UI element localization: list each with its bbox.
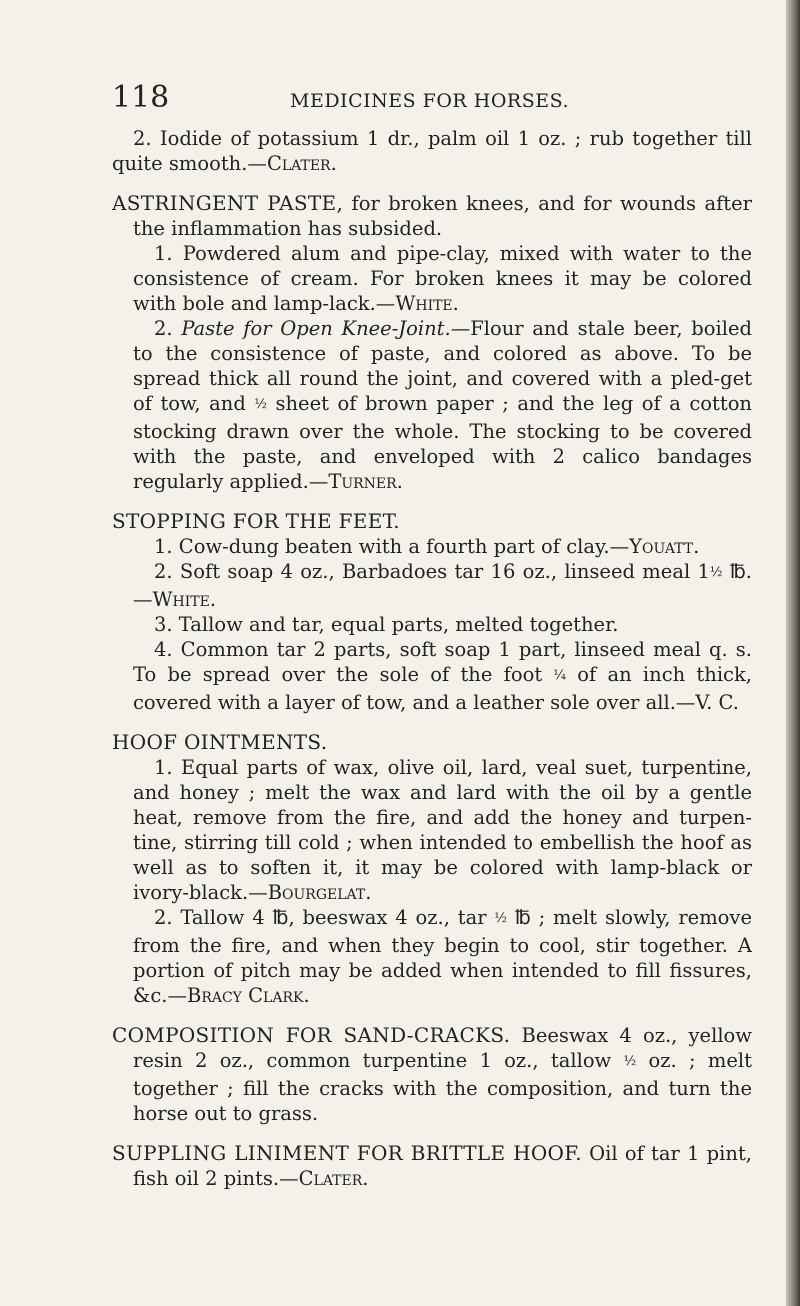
recipe-author: Turner. (328, 470, 403, 493)
recipe-1: 1. Powdered alum and pipe-clay, mixed with water to the consistence of cream. For broken knees it may be colored with bole and lamp-lack.—White. (133, 242, 752, 315)
entry-astringent-paste (112, 191, 752, 494)
recipe-1: 1. Equal parts of wax, olive oil, lard, veal suet, turpentine, and honey ; melt the wax and lard with the oil by a gentle heat, remove from the fire, and add the honey and turpen-tine, stirring till cold ; when intended to embellish the hoof as well as to soften it, it may be colored with lamp-black or ivory-black.—Bourgelat. (133, 756, 752, 904)
intro-text: 2. Iodide of potassium 1 dr., palm oil 1 oz. ; rub together till quite smooth.— (112, 127, 752, 175)
entry-sand-cracks (112, 1023, 752, 1126)
entry-heading (112, 509, 752, 534)
recipe-subtitle: Paste for Open Knee-Joint. (181, 317, 451, 340)
page-edge (786, 0, 800, 1306)
recipe-1: 1. Cow-dung beaten with a fourth part of clay.—Youatt. (154, 535, 700, 558)
entry-title: STOPPING FOR THE FEET. (112, 509, 400, 533)
recipe-2: 2. Paste for Open Knee-Joint.—Flour and stale beer, boiled to the consistence of paste, and colored as above. To be spread thick all round the joint, and covered with a pled-get of tow, and ½ sheet of brown paper ; and the leg of a cotton stocking drawn over the whole. The stocking to be covered with the paste, and enveloped with 2 calico bandages regularly applied.—Turner. (133, 317, 752, 493)
entry-title: ASTRINGENT PASTE, (112, 191, 344, 215)
entry-title: COMPOSITION FOR SAND-CRACKS. (112, 1023, 511, 1047)
intro-paragraph (112, 126, 752, 176)
recipe-2: 2. Tallow 4 ℔, beeswax 4 oz., tar ½ ℔ ; melt slowly, remove from the fire, and when they begin to cool, stir together. A portion of pitch may be added when intended to fill fissures, &c.—Bracy Clark. (133, 906, 752, 1007)
entry-title: SUPPLING LINIMENT FOR BRITTLE HOOF. (112, 1141, 582, 1165)
entry-stopping-feet (112, 509, 752, 715)
entry-title: HOOF OINTMENTS. (112, 730, 328, 754)
intro-author: Clater. (266, 152, 337, 175)
entry-heading (112, 730, 752, 755)
page-number: 118 (112, 80, 170, 115)
running-head: MEDICINES FOR HORSES. (290, 90, 569, 112)
recipe-author: Clater. (298, 1167, 369, 1190)
entry-suppling-liniment (112, 1141, 752, 1191)
entry-heading: SUPPLING LINIMENT FOR BRITTLE HOOF. Oil of tar 1 pint, fish oil 2 pints.—Clater. (112, 1141, 752, 1190)
recipe-3: 3. Tallow and tar, equal parts, melted together. (154, 613, 619, 636)
page-header (112, 80, 752, 120)
recipe-author: Bourgelat. (267, 881, 372, 904)
entry-hoof-ointments (112, 730, 752, 1008)
entry-subtitle: for broken knees, and for wounds after the inflammation has subsided. (133, 192, 752, 240)
recipe-author: Youatt. (629, 535, 700, 558)
entry-heading (112, 191, 752, 241)
entry-heading: COMPOSITION FOR SAND-CRACKS. Beeswax 4 oz., yellow resin 2 oz., common turpentine 1 oz., tallow ½ oz. ; melt together ; fill the cracks with the composition, and turn the horse out to grass. (112, 1023, 752, 1125)
recipe-author: Bracy Clark. (186, 984, 310, 1007)
recipe-author: White. (395, 292, 459, 315)
recipe-author: White. (152, 588, 217, 611)
page-body (112, 126, 752, 1191)
recipe-2: 2. Soft soap 4 oz., Barbadoes tar 16 oz., linseed meal 1½ ℔.—White. (133, 560, 752, 611)
recipe-4: 4. Common tar 2 parts, soft soap 1 part, linseed meal q. s. To be spread over the sole of the foot ¼ of an inch thick, covered with a layer of tow, and a leather sole over all.—V. C. (133, 638, 752, 714)
